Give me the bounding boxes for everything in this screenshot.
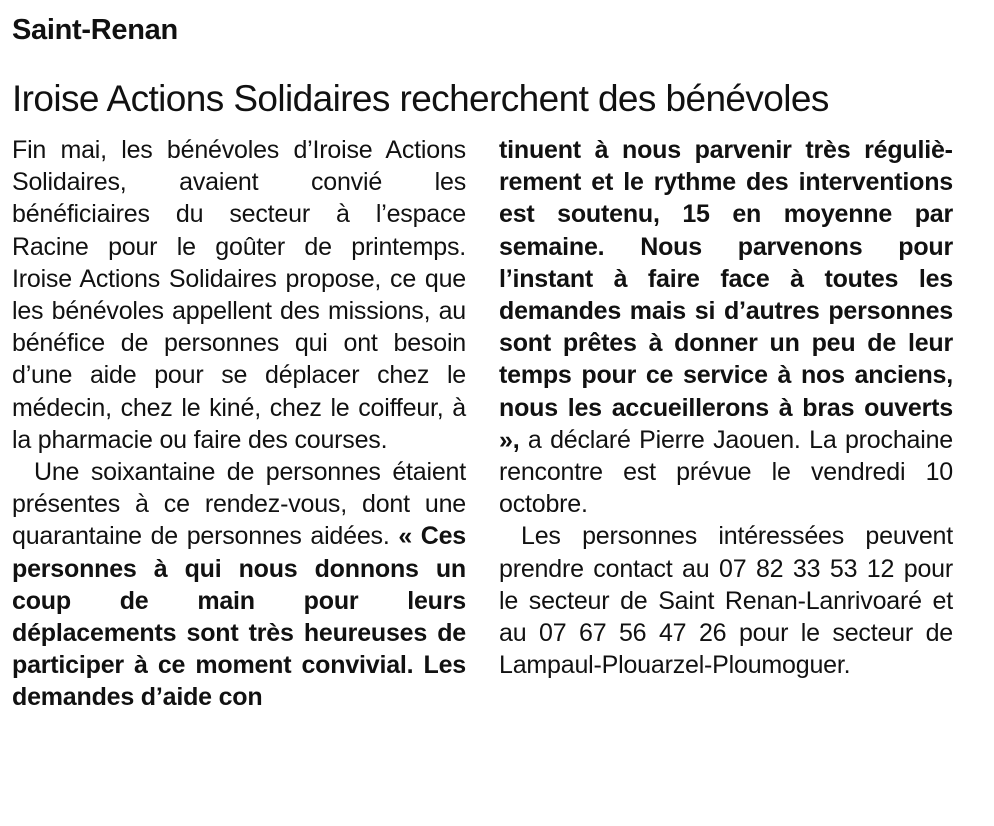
paragraph [499, 520, 953, 681]
paragraph [499, 134, 953, 520]
paragraph-text: Les personnes intéressées peuvent prendre contact au 07 82 33 53 12 pour le secteur de Saint Renan-Lanrivoaré et au 07 67 56 47 26 pour le secteur de Lampaul-Plouarzel-Ploumoguer. [499, 522, 953, 680]
article-column-left [12, 134, 466, 714]
paragraph-text: Fin mai, les bénévoles d’Iroise Actions Solidaires, avaient convié les bénéficiaires du secteur à l’espace Racine pour le goûter de printemps. Iroise Actions Solidaires propose, ce que les bénévoles appellent des missions, au bénéfice de personnes qui ont besoin d’une aide pour se déplacer chez le médecin, chez le kiné, chez le coiffeur, à la pharmacie ou faire des courses. [12, 136, 466, 454]
article-column-right [499, 134, 953, 681]
paragraph [12, 456, 466, 714]
quote-text: tinuent à nous parvenir très régulièrement et le rythme des interventions est soutenu, 15 en moyenne par semaine. Nous parvenons pour l’instant à faire face à toutes les demandes mais si d’autres personnes sont prêtes à donner un peu de leur temps pour ce service à nos anciens, nous les accueillerons à bras ouverts », [499, 136, 953, 454]
rubric-heading: Saint-Renan [12, 14, 178, 46]
paragraph-text: a déclaré Pierre Jaouen. La prochaine rencontre est prévue le vendredi 10 octobre. [499, 425, 953, 519]
paragraph-text: Une soixantaine de personnes étaient présentes à ce rendez-vous, dont une quarantaine de personnes aidées. [12, 458, 466, 551]
quote-text: « Ces personnes à qui nous donnons un coup de main pour leurs déplacements sont très heureuses de participer à ce moment convivial. Les demandes d’aide con [12, 522, 466, 712]
paragraph [12, 134, 466, 456]
article-headline: Iroise Actions Solidaires recherchent des bénévoles [12, 78, 829, 119]
